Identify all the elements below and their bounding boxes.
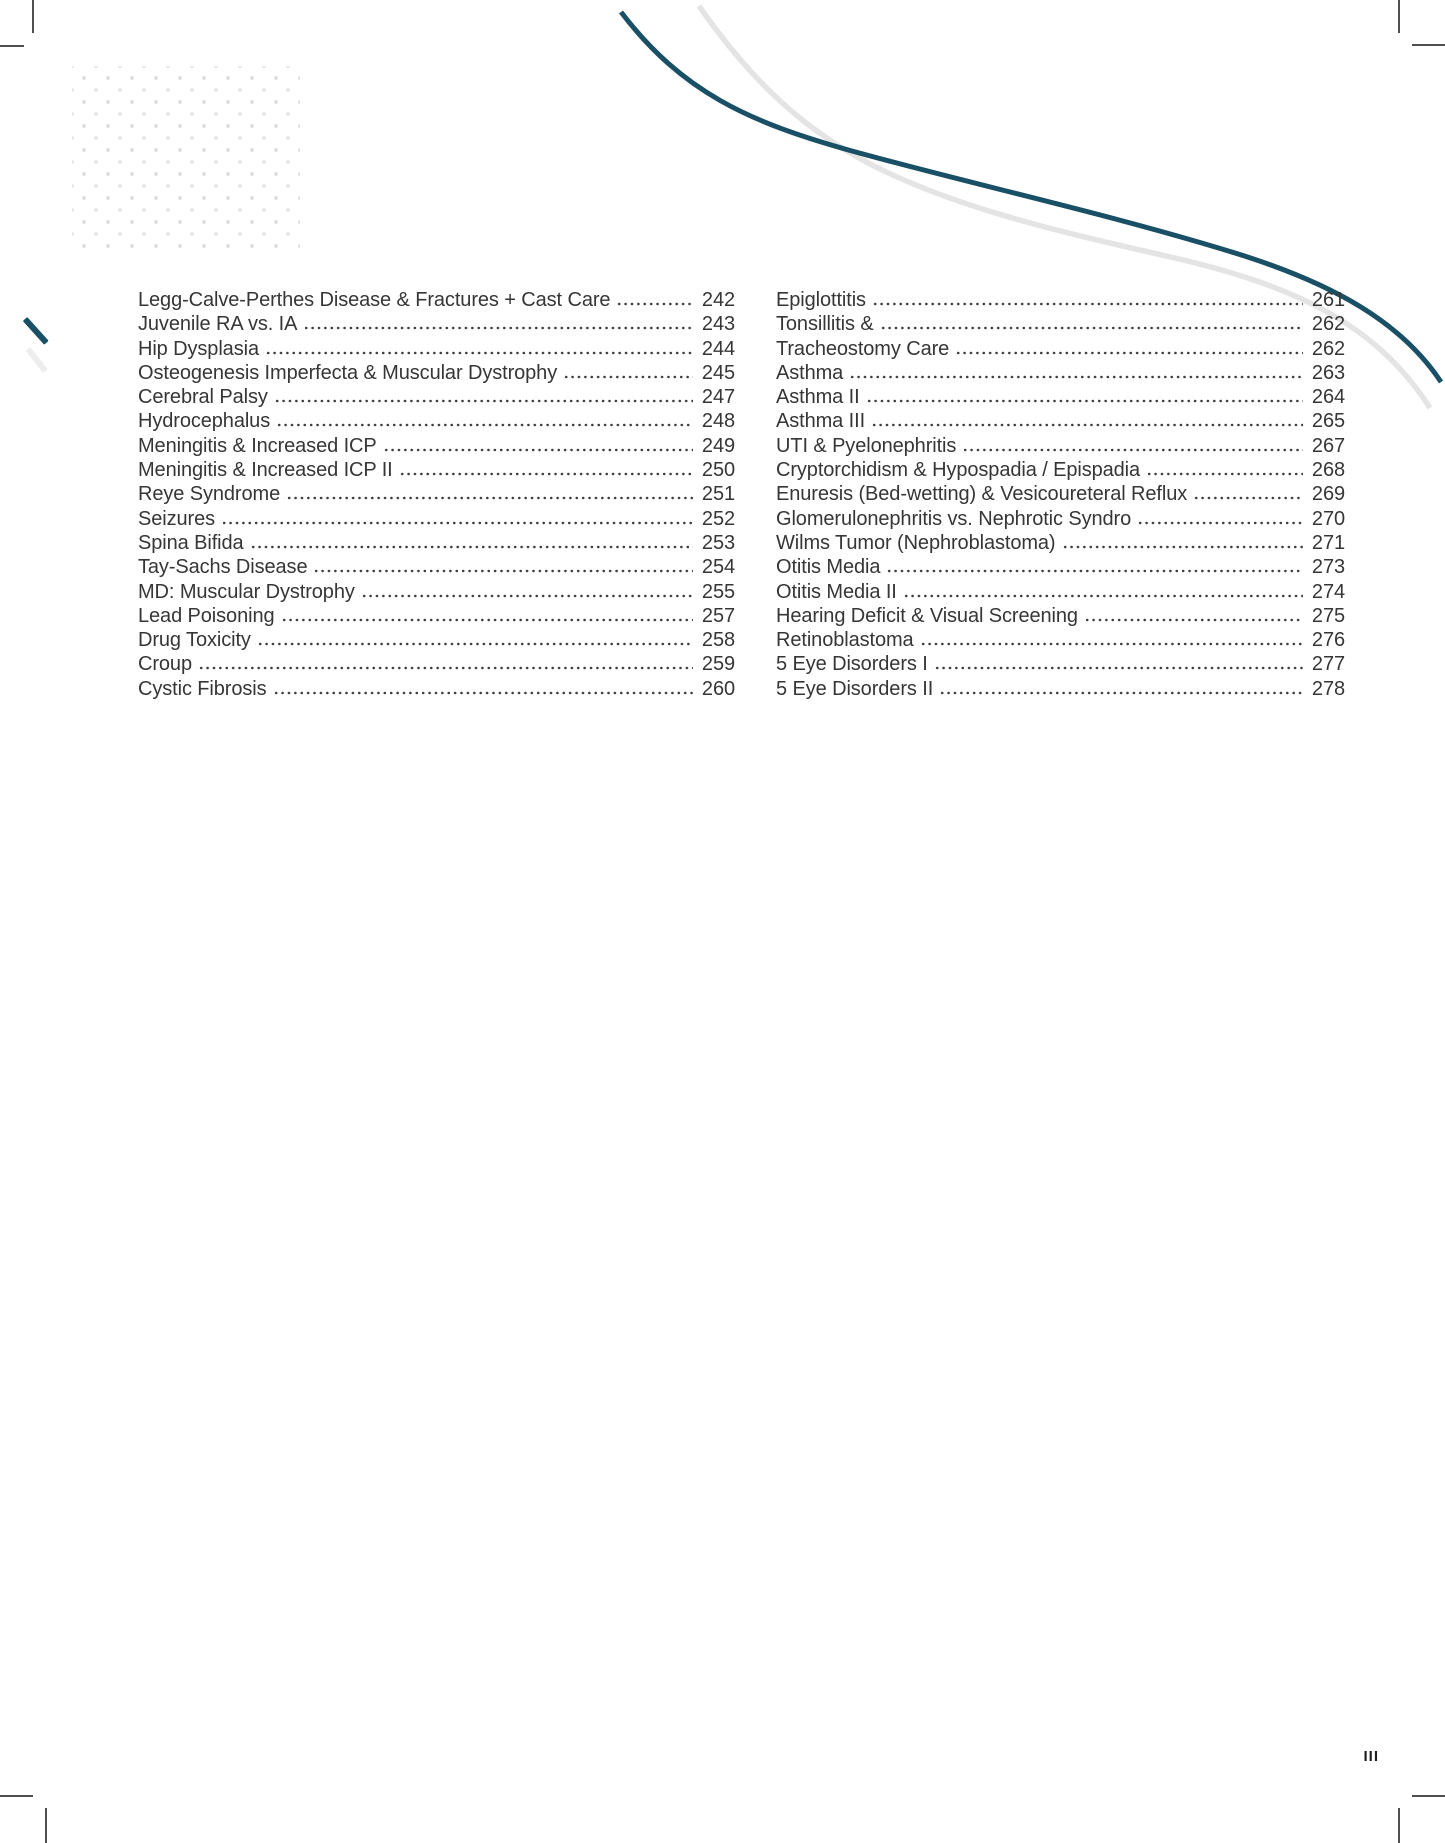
toc-entry-title: Spina Bifida bbox=[138, 531, 244, 554]
toc-entry-page: 247 bbox=[701, 386, 735, 409]
toc-entry-title: Epiglottitis bbox=[776, 289, 866, 311]
dot-leader bbox=[1144, 458, 1303, 482]
toc-entry-page: 248 bbox=[701, 410, 735, 433]
toc-entry-page: 260 bbox=[701, 677, 735, 700]
dot-leader bbox=[614, 288, 693, 312]
toc-entry[interactable] bbox=[776, 409, 1345, 433]
toc-entry[interactable] bbox=[138, 482, 735, 506]
toc-entry-page: 264 bbox=[1311, 386, 1345, 409]
toc-entry-title: Otitis Media II bbox=[776, 580, 897, 603]
toc-entry-title: Seizures bbox=[138, 507, 216, 530]
toc-entry-title: Meningitis & Increased ICP bbox=[138, 434, 377, 457]
edge-tick-shadow-decoration bbox=[26, 347, 48, 373]
toc-entry[interactable] bbox=[138, 434, 735, 458]
toc-entry-title: Juvenile RA vs. IA bbox=[138, 313, 298, 336]
toc-entry[interactable] bbox=[776, 555, 1345, 579]
toc-entry-title: Meningitis & Increased ICP II bbox=[138, 459, 393, 482]
corner-mark-bottom-left-vertical bbox=[45, 1808, 47, 1843]
toc-entry[interactable] bbox=[138, 312, 735, 336]
toc-entry[interactable] bbox=[138, 628, 735, 652]
dot-leader bbox=[219, 507, 693, 531]
toc-entry[interactable] bbox=[776, 385, 1345, 409]
dot-leader bbox=[937, 677, 1303, 701]
toc-entry-page: 257 bbox=[701, 604, 735, 627]
dot-leader bbox=[196, 652, 693, 676]
dot-leader bbox=[381, 434, 693, 458]
toc-entry-page: 271 bbox=[1311, 531, 1345, 554]
toc-entry-title: Enuresis (Bed-wetting) & Vesicoureteral Reflux bbox=[776, 483, 1188, 506]
toc-entry-page: 267 bbox=[1311, 434, 1345, 457]
toc-entry-page: 253 bbox=[701, 531, 735, 554]
toc-entry[interactable] bbox=[776, 507, 1345, 531]
toc-entry-title: Cystic Fibrosis bbox=[138, 677, 267, 700]
toc-entry[interactable] bbox=[776, 652, 1345, 676]
toc-entry-page: 277 bbox=[1311, 653, 1345, 676]
toc-entry[interactable] bbox=[138, 361, 735, 385]
toc-entry-page: 254 bbox=[701, 556, 735, 579]
toc-entry-page: 268 bbox=[1311, 459, 1345, 482]
dot-leader bbox=[1191, 482, 1303, 506]
toc-entry-page: 259 bbox=[701, 653, 735, 676]
dot-leader bbox=[263, 337, 693, 361]
dot-leader bbox=[884, 555, 1303, 579]
toc-entry[interactable] bbox=[138, 652, 735, 676]
dot-leader bbox=[960, 434, 1303, 458]
corner-mark-bottom-right-vertical bbox=[1398, 1808, 1400, 1843]
dot-leader bbox=[272, 385, 693, 409]
toc-entry-title: Hearing Deficit & Visual Screening bbox=[776, 604, 1078, 627]
toc-entry-page: 249 bbox=[701, 434, 735, 457]
corner-mark-top-right-vertical bbox=[1398, 0, 1400, 33]
dot-leader bbox=[953, 337, 1303, 361]
corner-mark-top-right-horizontal bbox=[1412, 44, 1445, 46]
toc-entry-page: 263 bbox=[1311, 361, 1345, 384]
dot-leader bbox=[869, 409, 1303, 433]
corner-mark-top-left-horizontal bbox=[0, 45, 24, 47]
dot-leader bbox=[311, 555, 693, 579]
toc-entry[interactable] bbox=[776, 288, 1345, 312]
toc-entry[interactable] bbox=[138, 458, 735, 482]
toc-entry-page: 262 bbox=[1311, 313, 1345, 336]
toc-entry-page: 244 bbox=[701, 337, 735, 360]
toc-entry-page: 252 bbox=[701, 507, 735, 530]
dot-leader bbox=[1135, 507, 1303, 531]
toc-entry[interactable] bbox=[776, 531, 1345, 555]
corner-mark-top-left-vertical bbox=[32, 0, 34, 33]
dot-leader bbox=[561, 361, 693, 385]
toc-entry[interactable] bbox=[138, 337, 735, 361]
dot-leader bbox=[870, 288, 1303, 312]
toc-entry-title: Retinoblastoma bbox=[776, 629, 914, 652]
toc-entry[interactable] bbox=[776, 458, 1345, 482]
toc-entry-page: 273 bbox=[1311, 556, 1345, 579]
toc-entry[interactable] bbox=[138, 677, 735, 701]
toc-entry-page: 261 bbox=[1311, 289, 1345, 311]
dot-leader bbox=[878, 312, 1303, 336]
toc-entry[interactable] bbox=[776, 434, 1345, 458]
toc-entry[interactable] bbox=[776, 337, 1345, 361]
toc-entry-title: 5 Eye Disorders I bbox=[776, 653, 928, 676]
toc-entry-title: Cryptorchidism & Hypospadia / Epispadia bbox=[776, 459, 1141, 482]
toc-entry-page: 276 bbox=[1311, 629, 1345, 652]
toc-entry-title: Tonsillitis & bbox=[776, 313, 874, 336]
dot-leader bbox=[301, 312, 693, 336]
toc-entry-title: Legg-Calve-Perthes Disease & Fractures + Cast Care bbox=[138, 289, 611, 311]
dot-leader bbox=[255, 628, 693, 652]
dot-leader bbox=[932, 652, 1303, 676]
toc-entry[interactable] bbox=[138, 507, 735, 531]
toc-entry-title: Asthma III bbox=[776, 410, 866, 433]
dot-leader bbox=[918, 628, 1303, 652]
toc-entry-page: 251 bbox=[701, 483, 735, 506]
toc-entry[interactable] bbox=[138, 580, 735, 604]
toc-entry[interactable] bbox=[776, 677, 1345, 701]
toc-entry-title: Osteogenesis Imperfecta & Muscular Dystrophy bbox=[138, 361, 558, 384]
toc-left-column bbox=[138, 288, 735, 701]
toc-entry-page: 278 bbox=[1311, 677, 1345, 700]
toc-entry-title: Tay-Sachs Disease bbox=[138, 556, 308, 579]
table-of-contents bbox=[138, 288, 1345, 701]
toc-entry-title: UTI & Pyelonephritis bbox=[776, 434, 957, 457]
corner-mark-bottom-left-horizontal bbox=[0, 1795, 33, 1797]
toc-entry[interactable] bbox=[138, 604, 735, 628]
dot-leader bbox=[284, 482, 693, 506]
dot-leader bbox=[901, 580, 1303, 604]
toc-entry-title: Cerebral Palsy bbox=[138, 386, 268, 409]
toc-entry[interactable] bbox=[776, 580, 1345, 604]
dot-leader bbox=[1060, 531, 1304, 555]
toc-entry-title: Lead Poisoning bbox=[138, 604, 275, 627]
dot-leader bbox=[1082, 604, 1303, 628]
page-number-folio: III bbox=[1363, 1748, 1379, 1765]
dot-leader bbox=[847, 361, 1303, 385]
dot-leader bbox=[397, 458, 693, 482]
toc-entry[interactable] bbox=[138, 385, 735, 409]
toc-entry-title: Drug Toxicity bbox=[138, 629, 251, 652]
toc-entry-title: Otitis Media bbox=[776, 556, 881, 579]
dot-leader bbox=[864, 385, 1303, 409]
edge-tick-decoration bbox=[23, 317, 49, 345]
toc-entry-page: 274 bbox=[1311, 580, 1345, 603]
toc-entry-title: Asthma II bbox=[776, 386, 860, 409]
dot-leader bbox=[279, 604, 694, 628]
toc-entry[interactable] bbox=[776, 361, 1345, 385]
toc-entry-title: Glomerulonephritis vs. Nephrotic Syndro bbox=[776, 507, 1132, 530]
toc-entry[interactable] bbox=[776, 482, 1345, 506]
dot-leader bbox=[274, 409, 693, 433]
toc-entry-title: Croup bbox=[138, 653, 192, 676]
toc-entry-page: 243 bbox=[701, 313, 735, 336]
toc-entry-page: 275 bbox=[1311, 604, 1345, 627]
toc-entry-page: 270 bbox=[1311, 507, 1345, 530]
dot-leader bbox=[248, 531, 693, 555]
toc-entry-page: 265 bbox=[1311, 410, 1345, 433]
toc-entry-page: 245 bbox=[701, 361, 735, 384]
toc-entry-title: Reye Syndrome bbox=[138, 483, 281, 506]
toc-entry-page: 258 bbox=[701, 629, 735, 652]
toc-entry[interactable] bbox=[138, 531, 735, 555]
toc-entry[interactable] bbox=[776, 628, 1345, 652]
toc-entry-title: Hip Dysplasia bbox=[138, 337, 259, 360]
toc-entry[interactable] bbox=[776, 604, 1345, 628]
toc-entry-title: 5 Eye Disorders II bbox=[776, 677, 934, 700]
toc-entry-page: 255 bbox=[701, 580, 735, 603]
toc-entry-title: Hydrocephalus bbox=[138, 410, 271, 433]
toc-entry-title: Tracheostomy Care bbox=[776, 337, 950, 360]
toc-right-column bbox=[776, 288, 1345, 701]
toc-entry-page: 262 bbox=[1311, 337, 1345, 360]
dot-leader bbox=[359, 580, 693, 604]
toc-entry[interactable] bbox=[776, 312, 1345, 336]
toc-entry[interactable] bbox=[138, 555, 735, 579]
dot-grid-decoration bbox=[72, 66, 300, 252]
toc-entry-page: 242 bbox=[701, 289, 735, 311]
toc-entry-title: MD: Muscular Dystrophy bbox=[138, 580, 355, 603]
dot-leader bbox=[271, 677, 693, 701]
toc-entry-title: Asthma bbox=[776, 361, 844, 384]
toc-entry-page: 269 bbox=[1311, 483, 1345, 506]
corner-mark-bottom-right-horizontal bbox=[1412, 1795, 1445, 1797]
toc-entry-title: Wilms Tumor (Nephroblastoma) bbox=[776, 531, 1056, 554]
toc-entry[interactable] bbox=[138, 409, 735, 433]
toc-entry-page: 250 bbox=[701, 459, 735, 482]
toc-entry[interactable] bbox=[138, 288, 735, 312]
